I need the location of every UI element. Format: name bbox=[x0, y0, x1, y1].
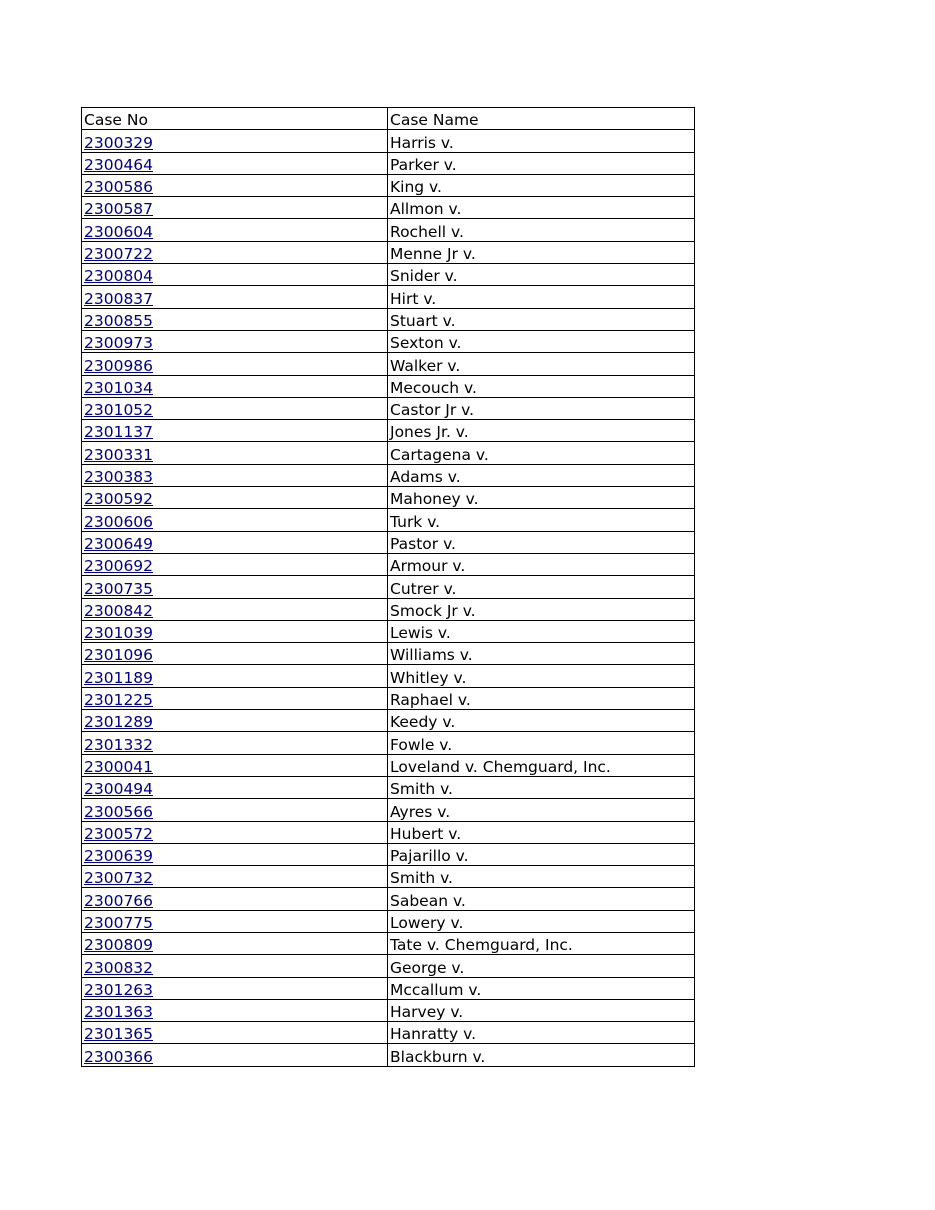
table-row bbox=[82, 821, 695, 843]
case-no-cell bbox=[82, 999, 388, 1021]
case-number-link[interactable]: 2300986 bbox=[84, 356, 154, 375]
table-row bbox=[82, 620, 695, 642]
table-row bbox=[82, 977, 695, 999]
case-table bbox=[81, 107, 695, 1067]
case-no-cell bbox=[82, 531, 388, 553]
case-name-cell: Sabean v. bbox=[388, 888, 695, 910]
case-number-link[interactable]: 2301225 bbox=[84, 691, 154, 710]
case-no-cell bbox=[82, 152, 388, 174]
table-row bbox=[82, 442, 695, 464]
case-name-cell: Mahoney v. bbox=[388, 487, 695, 509]
case-name-cell: Castor Jr v. bbox=[388, 397, 695, 419]
case-name-cell: Blackburn v. bbox=[388, 1044, 695, 1066]
case-no-cell bbox=[82, 487, 388, 509]
case-name-cell: Smith v. bbox=[388, 776, 695, 798]
case-number-link[interactable]: 2300973 bbox=[84, 334, 154, 353]
case-no-cell bbox=[82, 264, 388, 286]
case-name-cell: Raphael v. bbox=[388, 687, 695, 709]
case-name-cell: Loveland v. Chemguard, Inc. bbox=[388, 754, 695, 776]
table-row bbox=[82, 375, 695, 397]
case-name-cell: Keedy v. bbox=[388, 710, 695, 732]
table-row bbox=[82, 776, 695, 798]
case-no-cell bbox=[82, 397, 388, 419]
case-table-body bbox=[82, 130, 695, 1066]
case-no-cell bbox=[82, 308, 388, 330]
case-no-cell bbox=[82, 353, 388, 375]
table-row bbox=[82, 464, 695, 486]
table-row bbox=[82, 843, 695, 865]
case-number-link[interactable]: 2300692 bbox=[84, 557, 154, 576]
case-no-cell bbox=[82, 799, 388, 821]
table-row bbox=[82, 1022, 695, 1044]
case-name-cell: Ayres v. bbox=[388, 799, 695, 821]
case-no-cell bbox=[82, 843, 388, 865]
case-name-cell: Parker v. bbox=[388, 152, 695, 174]
case-name-cell: Rochell v. bbox=[388, 219, 695, 241]
case-name-cell: Hubert v. bbox=[388, 821, 695, 843]
case-number-link[interactable]: 2301189 bbox=[84, 668, 154, 687]
table-row bbox=[82, 264, 695, 286]
case-number-link[interactable]: 2301363 bbox=[84, 1003, 154, 1022]
table-row bbox=[82, 955, 695, 977]
table-row bbox=[82, 353, 695, 375]
case-no-cell bbox=[82, 910, 388, 932]
case-number-link[interactable]: 2301052 bbox=[84, 401, 154, 420]
table-row bbox=[82, 152, 695, 174]
case-number-link[interactable]: 2300586 bbox=[84, 178, 154, 197]
case-no-cell bbox=[82, 286, 388, 308]
case-no-cell bbox=[82, 442, 388, 464]
case-no-cell bbox=[82, 375, 388, 397]
case-no-cell bbox=[82, 197, 388, 219]
case-number-link[interactable]: 2300331 bbox=[84, 445, 154, 464]
table-row bbox=[82, 553, 695, 575]
case-number-link[interactable]: 2300842 bbox=[84, 601, 154, 620]
case-name-cell: Armour v. bbox=[388, 553, 695, 575]
case-name-cell: Stuart v. bbox=[388, 308, 695, 330]
table-row bbox=[82, 420, 695, 442]
case-no-cell bbox=[82, 598, 388, 620]
case-name-cell: Smock Jr v. bbox=[388, 598, 695, 620]
case-name-cell: Mccallum v. bbox=[388, 977, 695, 999]
table-row bbox=[82, 665, 695, 687]
case-number-link[interactable]: 2301034 bbox=[84, 378, 154, 397]
case-name-cell: Cutrer v. bbox=[388, 576, 695, 598]
case-no-cell bbox=[82, 687, 388, 709]
case-name-cell: Pajarillo v. bbox=[388, 843, 695, 865]
case-name-cell: King v. bbox=[388, 174, 695, 196]
case-number-link[interactable]: 2300383 bbox=[84, 468, 154, 487]
case-number-link[interactable]: 2300604 bbox=[84, 222, 154, 241]
case-name-cell: Snider v. bbox=[388, 264, 695, 286]
case-no-cell bbox=[82, 888, 388, 910]
case-name-cell: Lowery v. bbox=[388, 910, 695, 932]
table-row bbox=[82, 754, 695, 776]
table-row bbox=[82, 130, 695, 152]
table-row bbox=[82, 576, 695, 598]
case-no-cell bbox=[82, 821, 388, 843]
case-name-cell: Turk v. bbox=[388, 509, 695, 531]
case-name-cell: Harris v. bbox=[388, 130, 695, 152]
case-name-cell: Hirt v. bbox=[388, 286, 695, 308]
table-row bbox=[82, 932, 695, 954]
table-row bbox=[82, 219, 695, 241]
case-name-cell: George v. bbox=[388, 955, 695, 977]
table-row bbox=[82, 509, 695, 531]
case-no-cell bbox=[82, 130, 388, 152]
case-no-cell bbox=[82, 732, 388, 754]
case-name-cell: Adams v. bbox=[388, 464, 695, 486]
table-row bbox=[82, 643, 695, 665]
table-row bbox=[82, 308, 695, 330]
table-row bbox=[82, 197, 695, 219]
case-number-link[interactable]: 2300766 bbox=[84, 891, 154, 910]
case-number-link[interactable]: 2300566 bbox=[84, 802, 154, 821]
case-number-link[interactable]: 2300775 bbox=[84, 913, 154, 932]
case-no-cell bbox=[82, 643, 388, 665]
case-name-cell: Cartagena v. bbox=[388, 442, 695, 464]
case-number-link[interactable]: 2300366 bbox=[84, 1047, 154, 1066]
case-name-cell: Williams v. bbox=[388, 643, 695, 665]
case-name-cell: Fowle v. bbox=[388, 732, 695, 754]
table-row bbox=[82, 999, 695, 1021]
case-name-cell: Allmon v. bbox=[388, 197, 695, 219]
case-no-cell bbox=[82, 710, 388, 732]
case-name-cell: Lewis v. bbox=[388, 620, 695, 642]
table-row bbox=[82, 241, 695, 263]
case-number-link[interactable]: 2300041 bbox=[84, 757, 154, 776]
case-number-link[interactable]: 2301289 bbox=[84, 713, 154, 732]
case-number-link[interactable]: 2300809 bbox=[84, 936, 154, 955]
case-no-cell bbox=[82, 977, 388, 999]
case-name-cell: Harvey v. bbox=[388, 999, 695, 1021]
case-number-link[interactable]: 2300732 bbox=[84, 869, 154, 888]
case-name-cell: Hanratty v. bbox=[388, 1022, 695, 1044]
table-row bbox=[82, 1044, 695, 1066]
header-row bbox=[82, 108, 695, 130]
case-no-cell bbox=[82, 420, 388, 442]
case-number-link[interactable]: 2300587 bbox=[84, 200, 154, 219]
case-no-cell bbox=[82, 665, 388, 687]
case-no-cell bbox=[82, 1022, 388, 1044]
table-row bbox=[82, 687, 695, 709]
table-row bbox=[82, 531, 695, 553]
case-no-cell bbox=[82, 576, 388, 598]
case-no-cell bbox=[82, 509, 388, 531]
case-number-link[interactable]: 2300722 bbox=[84, 245, 154, 264]
case-number-link[interactable]: 2300572 bbox=[84, 824, 154, 843]
case-number-link[interactable]: 2300639 bbox=[84, 847, 154, 866]
case-no-cell bbox=[82, 754, 388, 776]
case-number-link[interactable]: 2300735 bbox=[84, 579, 154, 598]
case-no-cell bbox=[82, 464, 388, 486]
case-number-link[interactable]: 2301263 bbox=[84, 980, 154, 999]
case-number-link[interactable]: 2300464 bbox=[84, 155, 154, 174]
case-no-cell bbox=[82, 955, 388, 977]
case-number-link[interactable]: 2300592 bbox=[84, 490, 154, 509]
case-no-cell bbox=[82, 932, 388, 954]
case-number-link[interactable]: 2300606 bbox=[84, 512, 154, 531]
case-number-link[interactable]: 2301365 bbox=[84, 1025, 154, 1044]
table-row bbox=[82, 910, 695, 932]
table-row bbox=[82, 799, 695, 821]
case-number-link[interactable]: 2300329 bbox=[84, 133, 154, 152]
case-no-cell bbox=[82, 219, 388, 241]
table-row bbox=[82, 866, 695, 888]
case-no-cell bbox=[82, 241, 388, 263]
table-row bbox=[82, 330, 695, 352]
header-case-no: Case No bbox=[82, 108, 388, 130]
case-number-link[interactable]: 2301096 bbox=[84, 646, 154, 665]
case-number-link[interactable]: 2301039 bbox=[84, 624, 154, 643]
case-no-cell bbox=[82, 866, 388, 888]
case-name-cell: Whitley v. bbox=[388, 665, 695, 687]
case-number-link[interactable]: 2300837 bbox=[84, 289, 154, 308]
case-name-cell: Sexton v. bbox=[388, 330, 695, 352]
case-number-link[interactable]: 2300649 bbox=[84, 534, 154, 553]
case-number-link[interactable]: 2300804 bbox=[84, 267, 154, 286]
case-name-cell: Tate v. Chemguard, Inc. bbox=[388, 932, 695, 954]
case-no-cell bbox=[82, 174, 388, 196]
case-number-link[interactable]: 2301332 bbox=[84, 735, 154, 754]
header-case-name: Case Name bbox=[388, 108, 695, 130]
case-number-link[interactable]: 2300832 bbox=[84, 958, 154, 977]
case-name-cell: Smith v. bbox=[388, 866, 695, 888]
case-number-link[interactable]: 2300494 bbox=[84, 780, 154, 799]
table-row bbox=[82, 487, 695, 509]
table-row bbox=[82, 598, 695, 620]
case-name-cell: Walker v. bbox=[388, 353, 695, 375]
case-name-cell: Menne Jr v. bbox=[388, 241, 695, 263]
table-row bbox=[82, 732, 695, 754]
case-no-cell bbox=[82, 330, 388, 352]
table-row bbox=[82, 397, 695, 419]
case-name-cell: Jones Jr. v. bbox=[388, 420, 695, 442]
case-no-cell bbox=[82, 776, 388, 798]
case-name-cell: Mecouch v. bbox=[388, 375, 695, 397]
table-row bbox=[82, 286, 695, 308]
case-number-link[interactable]: 2300855 bbox=[84, 311, 154, 330]
case-no-cell bbox=[82, 553, 388, 575]
case-number-link[interactable]: 2301137 bbox=[84, 423, 154, 442]
case-no-cell bbox=[82, 1044, 388, 1066]
table-row bbox=[82, 888, 695, 910]
table-row bbox=[82, 710, 695, 732]
case-no-cell bbox=[82, 620, 388, 642]
table-row bbox=[82, 174, 695, 196]
case-name-cell: Pastor v. bbox=[388, 531, 695, 553]
